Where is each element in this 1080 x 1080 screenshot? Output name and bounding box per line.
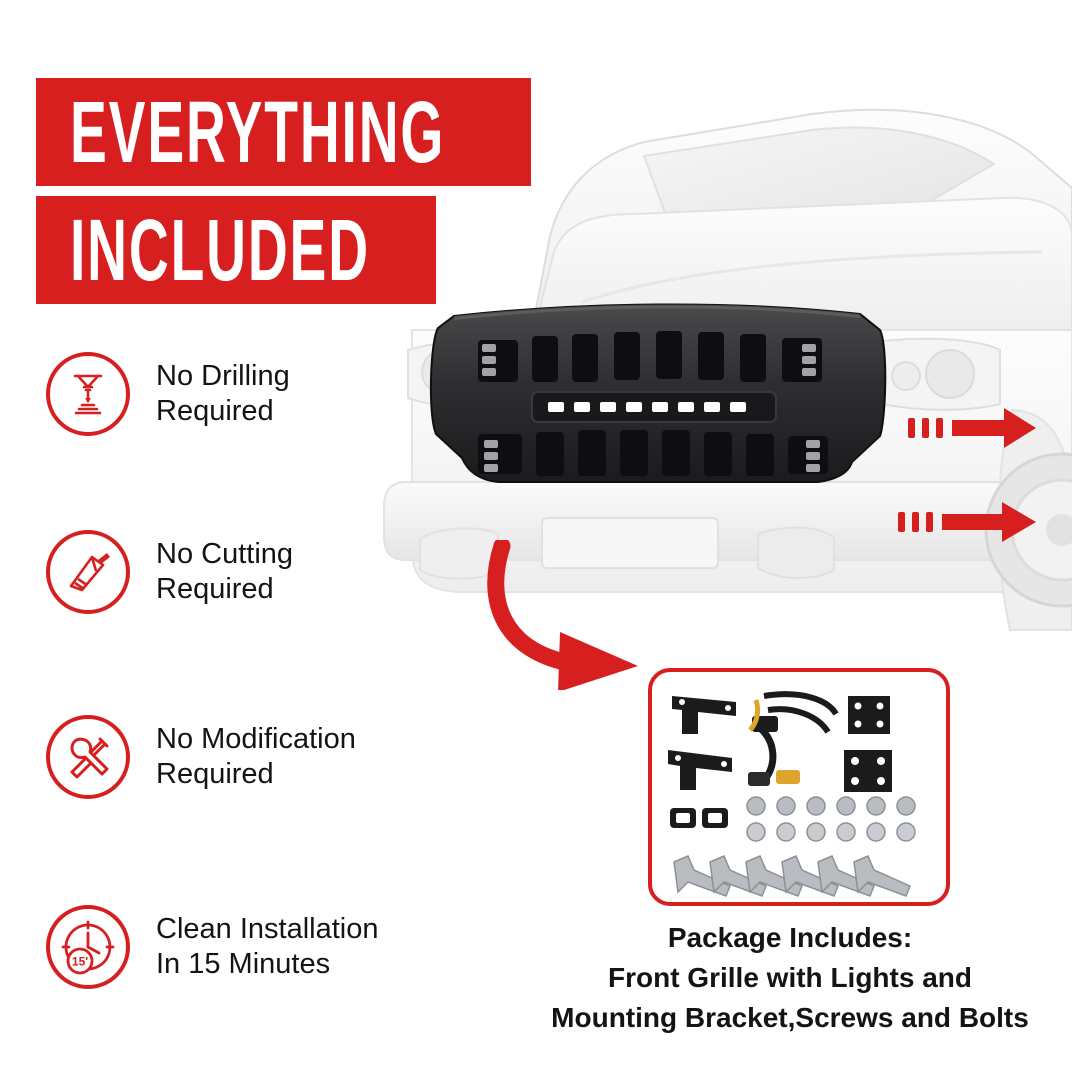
mounting-bracket-upper [672,696,736,734]
clock-badge-label: 15' [71,954,89,969]
package-caption-line1: Package Includes: [667,922,913,953]
screw-set [674,856,910,896]
feature-no-modification [46,715,356,799]
feature-clean-installation-text [156,912,378,983]
feature-no-drilling-line1: No Drilling [156,359,290,392]
utility-knife-icon [62,546,114,598]
feature-no-modification-line2: Required [156,758,274,790]
headlight-right [874,339,1000,410]
clock-icon [58,917,118,977]
mounting-bracket-lower [668,750,732,790]
drill-icon [62,368,114,420]
spacer-block-lower [844,750,892,792]
clock-icon-circle [46,905,130,989]
parts-illustration [652,672,954,910]
headline-banner-secondary [36,196,436,304]
included-parts-box [648,668,950,906]
utility-knife-icon-circle [46,530,130,614]
hex-bolt-set [747,797,915,815]
package-includes-caption [510,918,1070,1037]
washer-set [747,823,915,841]
clip-nut-right [702,808,728,828]
feature-clean-installation [46,905,378,989]
headline-text-line2: INCLUDED [70,201,370,299]
wiring-harness [748,694,836,786]
product-grille [431,304,885,482]
feature-no-drilling-text [156,359,290,430]
feature-no-modification-text [156,722,356,793]
feature-no-drilling-line2: Required [156,395,274,427]
feature-no-cutting [46,530,293,614]
clip-nut-left [670,808,696,828]
fog-light-right [758,528,834,578]
feature-no-drilling [46,352,290,436]
led-light-bar [532,392,776,422]
feature-clean-installation-line2: In 15 Minutes [156,948,331,980]
feature-clean-installation-line1: Clean Installation [156,912,379,945]
drill-icon-circle [46,352,130,436]
package-caption-line3: Mounting Bracket,Screws and Bolts [551,1001,1029,1033]
feature-no-modification-line1: No Modification [156,722,356,755]
feature-no-cutting-line2: Required [156,573,274,605]
feature-no-cutting-line1: No Cutting [156,537,294,570]
spacer-block-upper [848,696,890,734]
direction-arrow-upper [908,404,1038,452]
package-caption-line2: Front Grille with Lights and [608,961,972,993]
headline-text-line1: EVERYTHING [70,83,446,181]
wrench-screwdriver-icon-circle [46,715,130,799]
feature-no-cutting-text [156,537,293,608]
wrench-screwdriver-icon [61,730,115,784]
direction-arrow-lower [898,498,1038,546]
